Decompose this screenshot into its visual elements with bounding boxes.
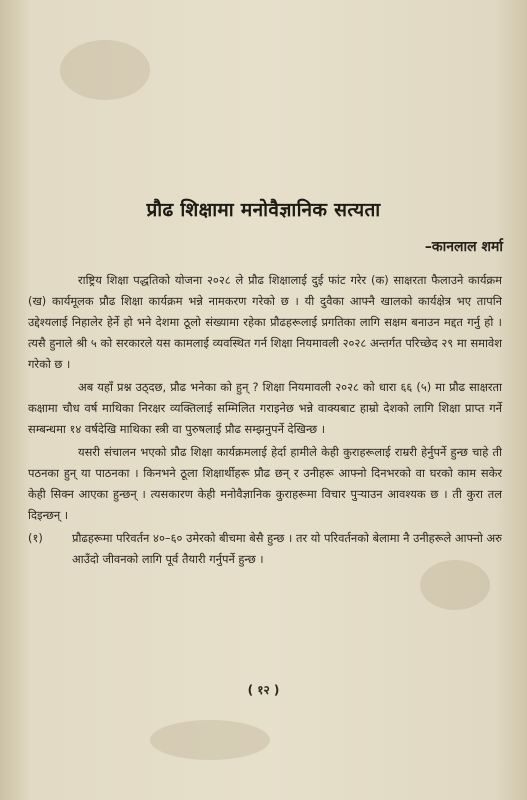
paragraph-2: अब यहाँ प्रश्न उठ्दछ, प्रौढ भनेका को हुन् ? शिक्षा नियमावली २०२८ को धारा ६६ (५) मा प्रौढ साक्षरता कक्षामा चौध वर्ष माथिका निरक्षर व्यक्तिलाई सम्मिलित गराइनेछ भन्ने वाक्यबाट हाम्रो देशको लागि शिक्षा प्राप्त गर्ने सम्बन्धमा १४ वर्षदेखि माथिका स्त्री वा पुरुषलाई प्रौढ सम्झनुपर्ने देखिन्छ ।: [28, 380, 502, 436]
list-item: [28, 528, 502, 570]
paragraph-3: यसरी संचालन भएको प्रौढ शिक्षा कार्यक्रमलाई हेर्दा हामीले केही कुराहरूलाई राम्ररी हेर्नुपर्ने हुन्छ चाहे ती पठनका हुन् या पाठनका । किनभने ठूला शिक्षार्थीहरू प्रौढ छन् र उनीहरू आफ्नो दिनभरको वा घरको काम सकेर केही सिक्न आएका हुन्छन् । त्यसकारण केही मनोवैज्ञानिक कुराहरूमा विचार पुर्‍याउन आवश्यक छ । ती कुरा तल दिइन्छन् ।: [28, 445, 502, 522]
article-author: –कानलाल शर्मा: [424, 239, 503, 255]
list-item-number: (१): [28, 531, 43, 545]
paper-stain: [150, 720, 270, 760]
paper-stain: [60, 40, 150, 100]
article-title: प्रौढ शिक्षामा मनोवैज्ञानिक सत्यता: [146, 199, 381, 221]
paragraph-1: राष्ट्रिय शिक्षा पद्धतिको योजना २०२८ ले प्रौढ शिक्षालाई दुई फांट गरेर (क) साक्षरता फैलाउने कार्यक्रम (ख) कार्यमूलक प्रौढ शिक्षा कार्यक्रम भन्ने नामकरण गरेको छ । यी दुवैका आफ्नै खालको कार्यक्षेत्र भए तापनि उद्देश्यलाई निहालेर हेर्ने हो भने देशमा ठूलो संख्यामा रहेका प्रौढहरूलाई प्रगतिका लागि सक्षम बनाउन मद्दत गर्नु हो । त्यसै हुनाले श्री ५ को सरकारले यस कामलाई व्यवस्थित गर्न शिक्षा नियमावली २०२८ अन्तर्गत परिच्छेद २९ मा समावेश गरेको छ ।: [28, 273, 502, 371]
page-number: ( १२ ): [247, 683, 280, 697]
list-item-text: प्रौढहरूमा परिवर्तन ४०–६० उमेरको बीचमा बेसै हुन्छ । तर यो परिवर्तनको बेलामा नै उनीहरूले आफ्नो अरु आउँदो जीवनको लागि पूर्व तैयारी गर्नुपर्ने हुन्छ ।: [72, 531, 502, 566]
article-body: [28, 270, 502, 570]
